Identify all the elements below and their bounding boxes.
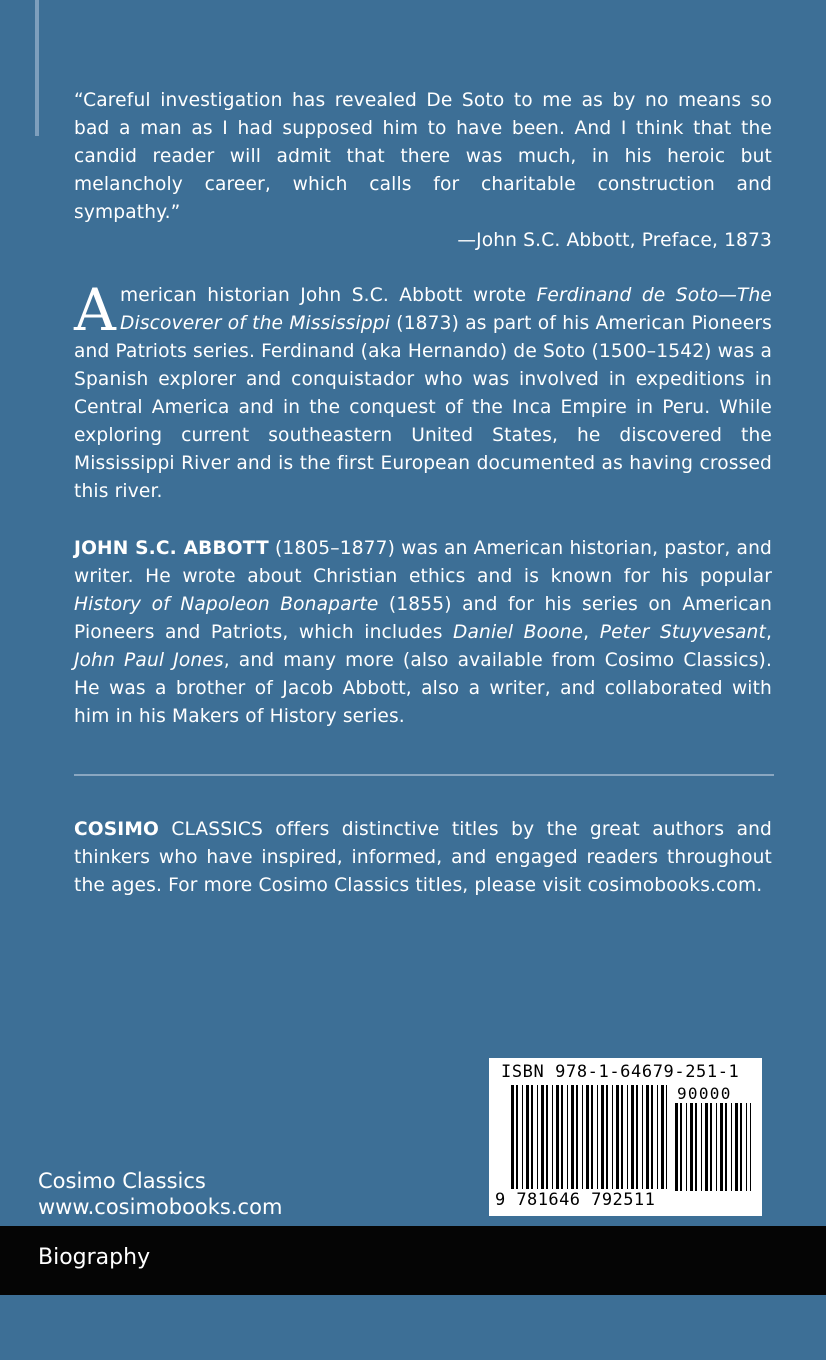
barcode-stripe bbox=[526, 1085, 529, 1189]
description-body: (1873) as part of his American Pioneers and Patriots series. Ferdinand (aka Hernando) de Soto (1500–1542) was a Spanish explorer and conquistador who was involved in expeditions in Central America and in the conquest of the Inca Empire in Peru. While exploring current southeastern United States, he discovered the Mississippi River and is the first European documented as having crossed this river. bbox=[74, 313, 772, 502]
barcode-stripe bbox=[661, 1085, 664, 1189]
barcode-stripe bbox=[516, 1085, 518, 1189]
barcode-stripe bbox=[695, 1103, 697, 1191]
brand-cosimo: COSIMO bbox=[74, 819, 159, 840]
separator: , bbox=[765, 622, 772, 643]
barcode-stripe bbox=[601, 1085, 604, 1189]
barcode-stripe bbox=[636, 1085, 638, 1189]
barcode-stripe bbox=[531, 1085, 533, 1189]
barcode-stripe bbox=[567, 1085, 568, 1189]
barcode-stripe bbox=[725, 1103, 727, 1191]
barcode-stripe bbox=[680, 1103, 682, 1191]
section-divider bbox=[74, 774, 774, 776]
barcode-stripe bbox=[582, 1085, 583, 1189]
drop-cap: A bbox=[74, 276, 117, 344]
barcode-stripe bbox=[710, 1103, 712, 1191]
barcode-stripe bbox=[705, 1103, 708, 1191]
barcode-stripe bbox=[586, 1085, 589, 1189]
spine-edge-rule bbox=[35, 0, 39, 136]
book-title: Ferdinand de Soto—The Discoverer of the Mississippi bbox=[120, 285, 772, 334]
barcode-stripe bbox=[537, 1085, 538, 1189]
publisher-url: www.cosimobooks.com bbox=[38, 1195, 283, 1219]
quote-attribution: —John S.C. Abbott, Preface, 1873 bbox=[457, 230, 772, 251]
barcode-stripe bbox=[561, 1085, 563, 1189]
book-description bbox=[74, 276, 772, 506]
barcode-stripe bbox=[631, 1085, 634, 1189]
barcode-stripe bbox=[597, 1085, 598, 1189]
barcode-stripe bbox=[686, 1103, 687, 1191]
barcode-stripe bbox=[735, 1103, 738, 1191]
preface-quote bbox=[74, 87, 772, 255]
author-bio-text: (1855) and for his series on American Pioneers and Patriots, which includes bbox=[74, 594, 772, 643]
book-title-jones: John Paul Jones bbox=[74, 650, 224, 671]
description-lead: merican historian John S.C. Abbott wrote bbox=[120, 285, 537, 306]
barcode-stripe bbox=[522, 1085, 523, 1189]
barcode-stripe bbox=[746, 1103, 747, 1191]
barcode-stripe bbox=[716, 1103, 717, 1191]
barcode-stripe bbox=[657, 1085, 658, 1189]
ean-digits: 9 781646 792511 bbox=[495, 1190, 656, 1210]
isbn-barcode bbox=[489, 1058, 762, 1216]
barcode-stripe bbox=[511, 1085, 514, 1189]
barcode-stripe bbox=[666, 1085, 667, 1189]
category-band bbox=[0, 1226, 826, 1295]
separator: , bbox=[583, 622, 600, 643]
book-title-stuyvesant: Peter Stuyvesant bbox=[599, 622, 766, 643]
publisher-name: Cosimo Classics bbox=[38, 1169, 206, 1193]
classics-blurb bbox=[74, 816, 772, 900]
barcode-stripe bbox=[701, 1103, 702, 1191]
brand-classics: CLASSICS bbox=[158, 819, 263, 840]
barcode-stripe bbox=[616, 1085, 619, 1189]
barcode-stripe bbox=[621, 1085, 623, 1189]
barcode-stripe bbox=[571, 1085, 574, 1189]
barcode-stripe bbox=[576, 1085, 578, 1189]
barcode-stripe bbox=[556, 1085, 559, 1189]
barcode-stripe bbox=[750, 1103, 751, 1191]
barcode-stripe bbox=[552, 1085, 553, 1189]
barcode-stripe bbox=[720, 1103, 723, 1191]
book-title-napoleon: History of Napoleon Bonaparte bbox=[74, 594, 379, 615]
barcode-stripe bbox=[642, 1085, 643, 1189]
barcode-stripe bbox=[651, 1085, 653, 1189]
quote-text: “Careful investigation has revealed De Soto to me as by no means so bad a man as I had supposed him to have been. And I think that the candid reader will admit that there was much, in his heroic but melancholy career, which calls for charitable construction and sympathy.” bbox=[74, 90, 772, 223]
barcode-stripe bbox=[675, 1103, 678, 1191]
author-bio bbox=[74, 535, 772, 731]
barcode-stripe bbox=[591, 1085, 593, 1189]
author-name: JOHN S.C. ABBOTT bbox=[74, 538, 269, 559]
barcode-stripe bbox=[541, 1085, 544, 1189]
barcode-stripe bbox=[690, 1103, 693, 1191]
barcode-stripe bbox=[740, 1103, 742, 1191]
publisher-info bbox=[38, 1168, 282, 1220]
isbn-label: ISBN 978-1-64679-251-1 bbox=[501, 1062, 740, 1082]
classics-text: offers distinctive titles by the great authors and thinkers who have inspired, informed, and engaged readers throughout the ages. For more Cosimo Classics titles, please visit cosimobooks.com. bbox=[74, 819, 772, 896]
barcode-stripe bbox=[627, 1085, 628, 1189]
barcode-stripe bbox=[606, 1085, 608, 1189]
barcode-stripe bbox=[546, 1085, 548, 1189]
author-bio-text: (1805–1877) was an American historian, pastor, and writer. He wrote about Christian ethics and is known for his popular bbox=[74, 538, 772, 587]
category-label: Biography bbox=[38, 1245, 151, 1270]
author-bio-text: , and many more (also available from Cosimo Classics). He was a brother of Jacob Abbott, also a writer, and collaborated with him in his Makers of History series. bbox=[74, 650, 773, 727]
barcode-stripe bbox=[646, 1085, 649, 1189]
book-title-boone: Daniel Boone bbox=[453, 622, 584, 643]
price-code: 90000 bbox=[677, 1084, 732, 1103]
barcode-stripe bbox=[612, 1085, 613, 1189]
barcode-stripe bbox=[731, 1103, 732, 1191]
